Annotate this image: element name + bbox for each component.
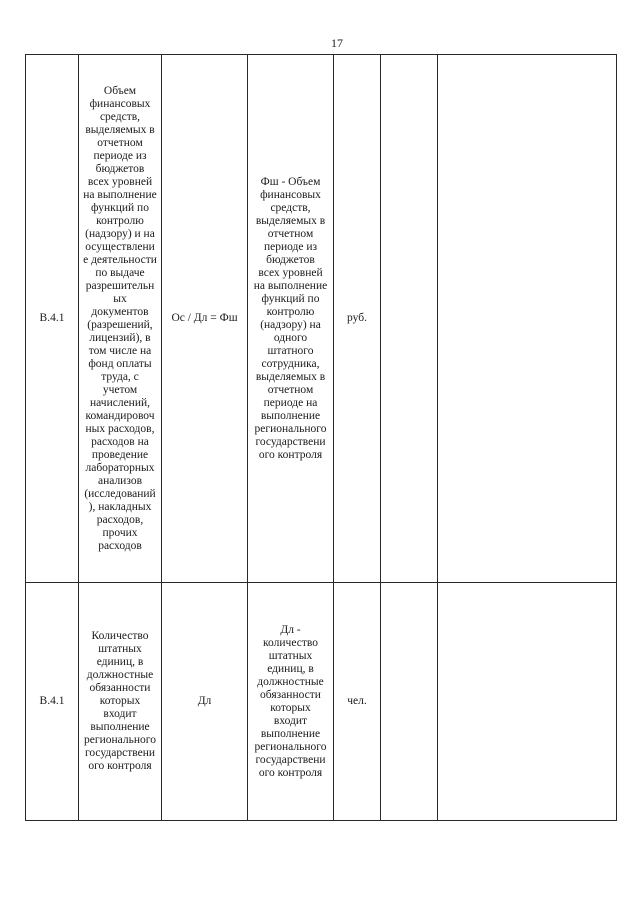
empty-cell (438, 55, 617, 583)
code-cell: В.4.1 (26, 583, 79, 821)
formula-cell: Ос / Дл = Фш (162, 55, 248, 583)
description-cell: Фш - Объем финансовых средств, выделяемых в отчетном периоде из бюджетов всех уровней на выполнение функций по контролю (надзору) на одного штатного сотрудника, выделяемых в отчетном периоде на выполнение регионального государствени ого контроля (248, 55, 334, 583)
table-row (26, 55, 617, 583)
unit-cell: руб. (334, 55, 381, 583)
indicator-cell: Количество штатных единиц, в должностные обязанности которых входит выполнение регионального государствени ого контроля (79, 583, 162, 821)
code-cell: В.4.1 (26, 55, 79, 583)
indicator-cell: Объем финансовых средств, выделяемых в отчетном периоде из бюджетов всех уровней на выполнение функций по контролю (надзору) и на осуществлени е деятельности по выдаче разрешительн ых документов (разрешений, лицензий), в том числе на фонд оплаты труда, с учетом начислений, командировоч ных расходов, расходов на проведение лабораторных анализов (исследований ), накладных расходов, прочих расходов (79, 55, 162, 583)
formula-cell: Дл (162, 583, 248, 821)
empty-cell (381, 583, 438, 821)
page-number: 17 (331, 36, 343, 50)
empty-cell (381, 55, 438, 583)
description-cell: Дл - количество штатных единиц, в должностные обязанности которых входит выполнение регионального государствени ого контроля (248, 583, 334, 821)
unit-cell: чел. (334, 583, 381, 821)
empty-cell (438, 583, 617, 821)
indicators-table (25, 54, 617, 821)
table-row (26, 583, 617, 821)
